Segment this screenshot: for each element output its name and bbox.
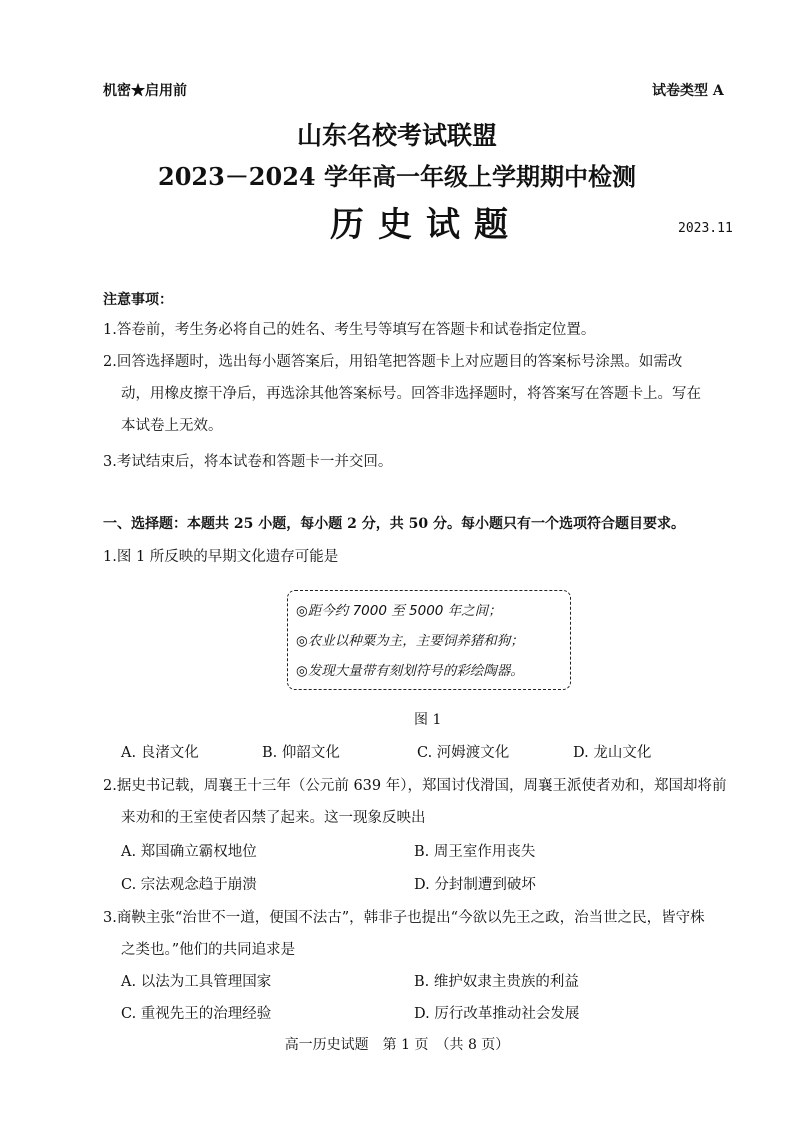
q1-option-d: D. 龙山文化 — [573, 745, 652, 761]
exam-organizer-title: 山东名校考试联盟 — [296, 121, 497, 150]
q3-option-a: A. 以法为工具管理国家 — [121, 974, 272, 990]
section-1-heading: 一、选择题：本题共 25 小题，每小题 2 分，共 50 分。每小题只有一个选项符合题目要求。 — [103, 516, 685, 532]
notice-item-3: 3.考试结束后，将本试卷和答题卡一并交回。 — [103, 454, 393, 470]
q1-stem: 1.图 1 所反映的早期文化遗存可能是 — [103, 549, 339, 565]
notice-item-2-line-3: 本试卷上无效。 — [121, 418, 223, 434]
q3-option-c: C. 重视先王的治理经验 — [121, 1006, 272, 1022]
q2-option-c: C. 宗法观念趋于崩溃 — [121, 877, 257, 893]
q3-stem-line-1: 3.商鞅主张“治世不一道，便国不法古”，韩非子也提出“今欲以先王之政，治当世之民，皆守株 — [103, 910, 705, 926]
q2-option-d: D. 分封制遭到破坏 — [414, 877, 536, 893]
q1-option-a: A. 良渚文化 — [121, 745, 199, 761]
q2-option-a: A. 郑国确立霸权地位 — [121, 844, 257, 860]
q2-option-b: B. 周王室作用丧失 — [414, 844, 536, 860]
exam-date: 2023.11 — [678, 221, 733, 236]
q2-stem-line-1: 2.据史书记载，周襄王十三年（公元前 639 年），郑国讨伐滑国，周襄王派使者劝和，郑国却将前 — [103, 778, 727, 794]
exam-name-title: 2023－2024 学年高一年级上学期期中检测 — [158, 162, 636, 191]
figure-1-line-2: ◎农业以种粟为主，主要饲养猪和狗； — [296, 633, 524, 649]
notice-heading: 注意事项： — [103, 292, 173, 308]
figure-1-line-1: ◎距今约 7000 至 5000 年之间； — [296, 603, 502, 619]
notice-item-2-line-1: 2.回答选择题时，选出每小题答案后，用铅笔把答题卡上对应题目的答案标号涂黑。如需改 — [103, 354, 683, 370]
figure-1-line-3: ◎发现大量带有刻划符号的彩绘陶器。 — [296, 663, 524, 679]
page-footer: 高一历史试题 第 1 页 （共 8 页） — [284, 1037, 510, 1053]
q3-option-d: D. 厉行改革推动社会发展 — [414, 1006, 580, 1022]
figure-1-caption: 图 1 — [414, 712, 442, 728]
confidential-label: 机密★启用前 — [103, 83, 187, 99]
q3-stem-line-2: 之类也。”他们的共同追求是 — [121, 942, 296, 958]
paper-type-label: 试卷类型 A — [652, 83, 724, 99]
q2-stem-line-2: 来劝和的王室使者囚禁了起来。这一现象反映出 — [121, 810, 426, 826]
q1-option-c: C. 河姆渡文化 — [417, 745, 510, 761]
subject-title: 历史试题 — [330, 205, 522, 245]
notice-item-2-line-2: 动，用橡皮擦干净后，再选涂其他答案标号。回答非选择题时，将答案写在答题卡上。写在 — [121, 386, 701, 402]
q1-option-b: B. 仰韶文化 — [262, 745, 340, 761]
notice-item-1: 1.答卷前，考生务必将自己的姓名、考生号等填写在答题卡和试卷指定位置。 — [103, 322, 596, 338]
q3-option-b: B. 维护奴隶主贵族的利益 — [414, 974, 579, 990]
figure-1-box — [287, 590, 571, 690]
